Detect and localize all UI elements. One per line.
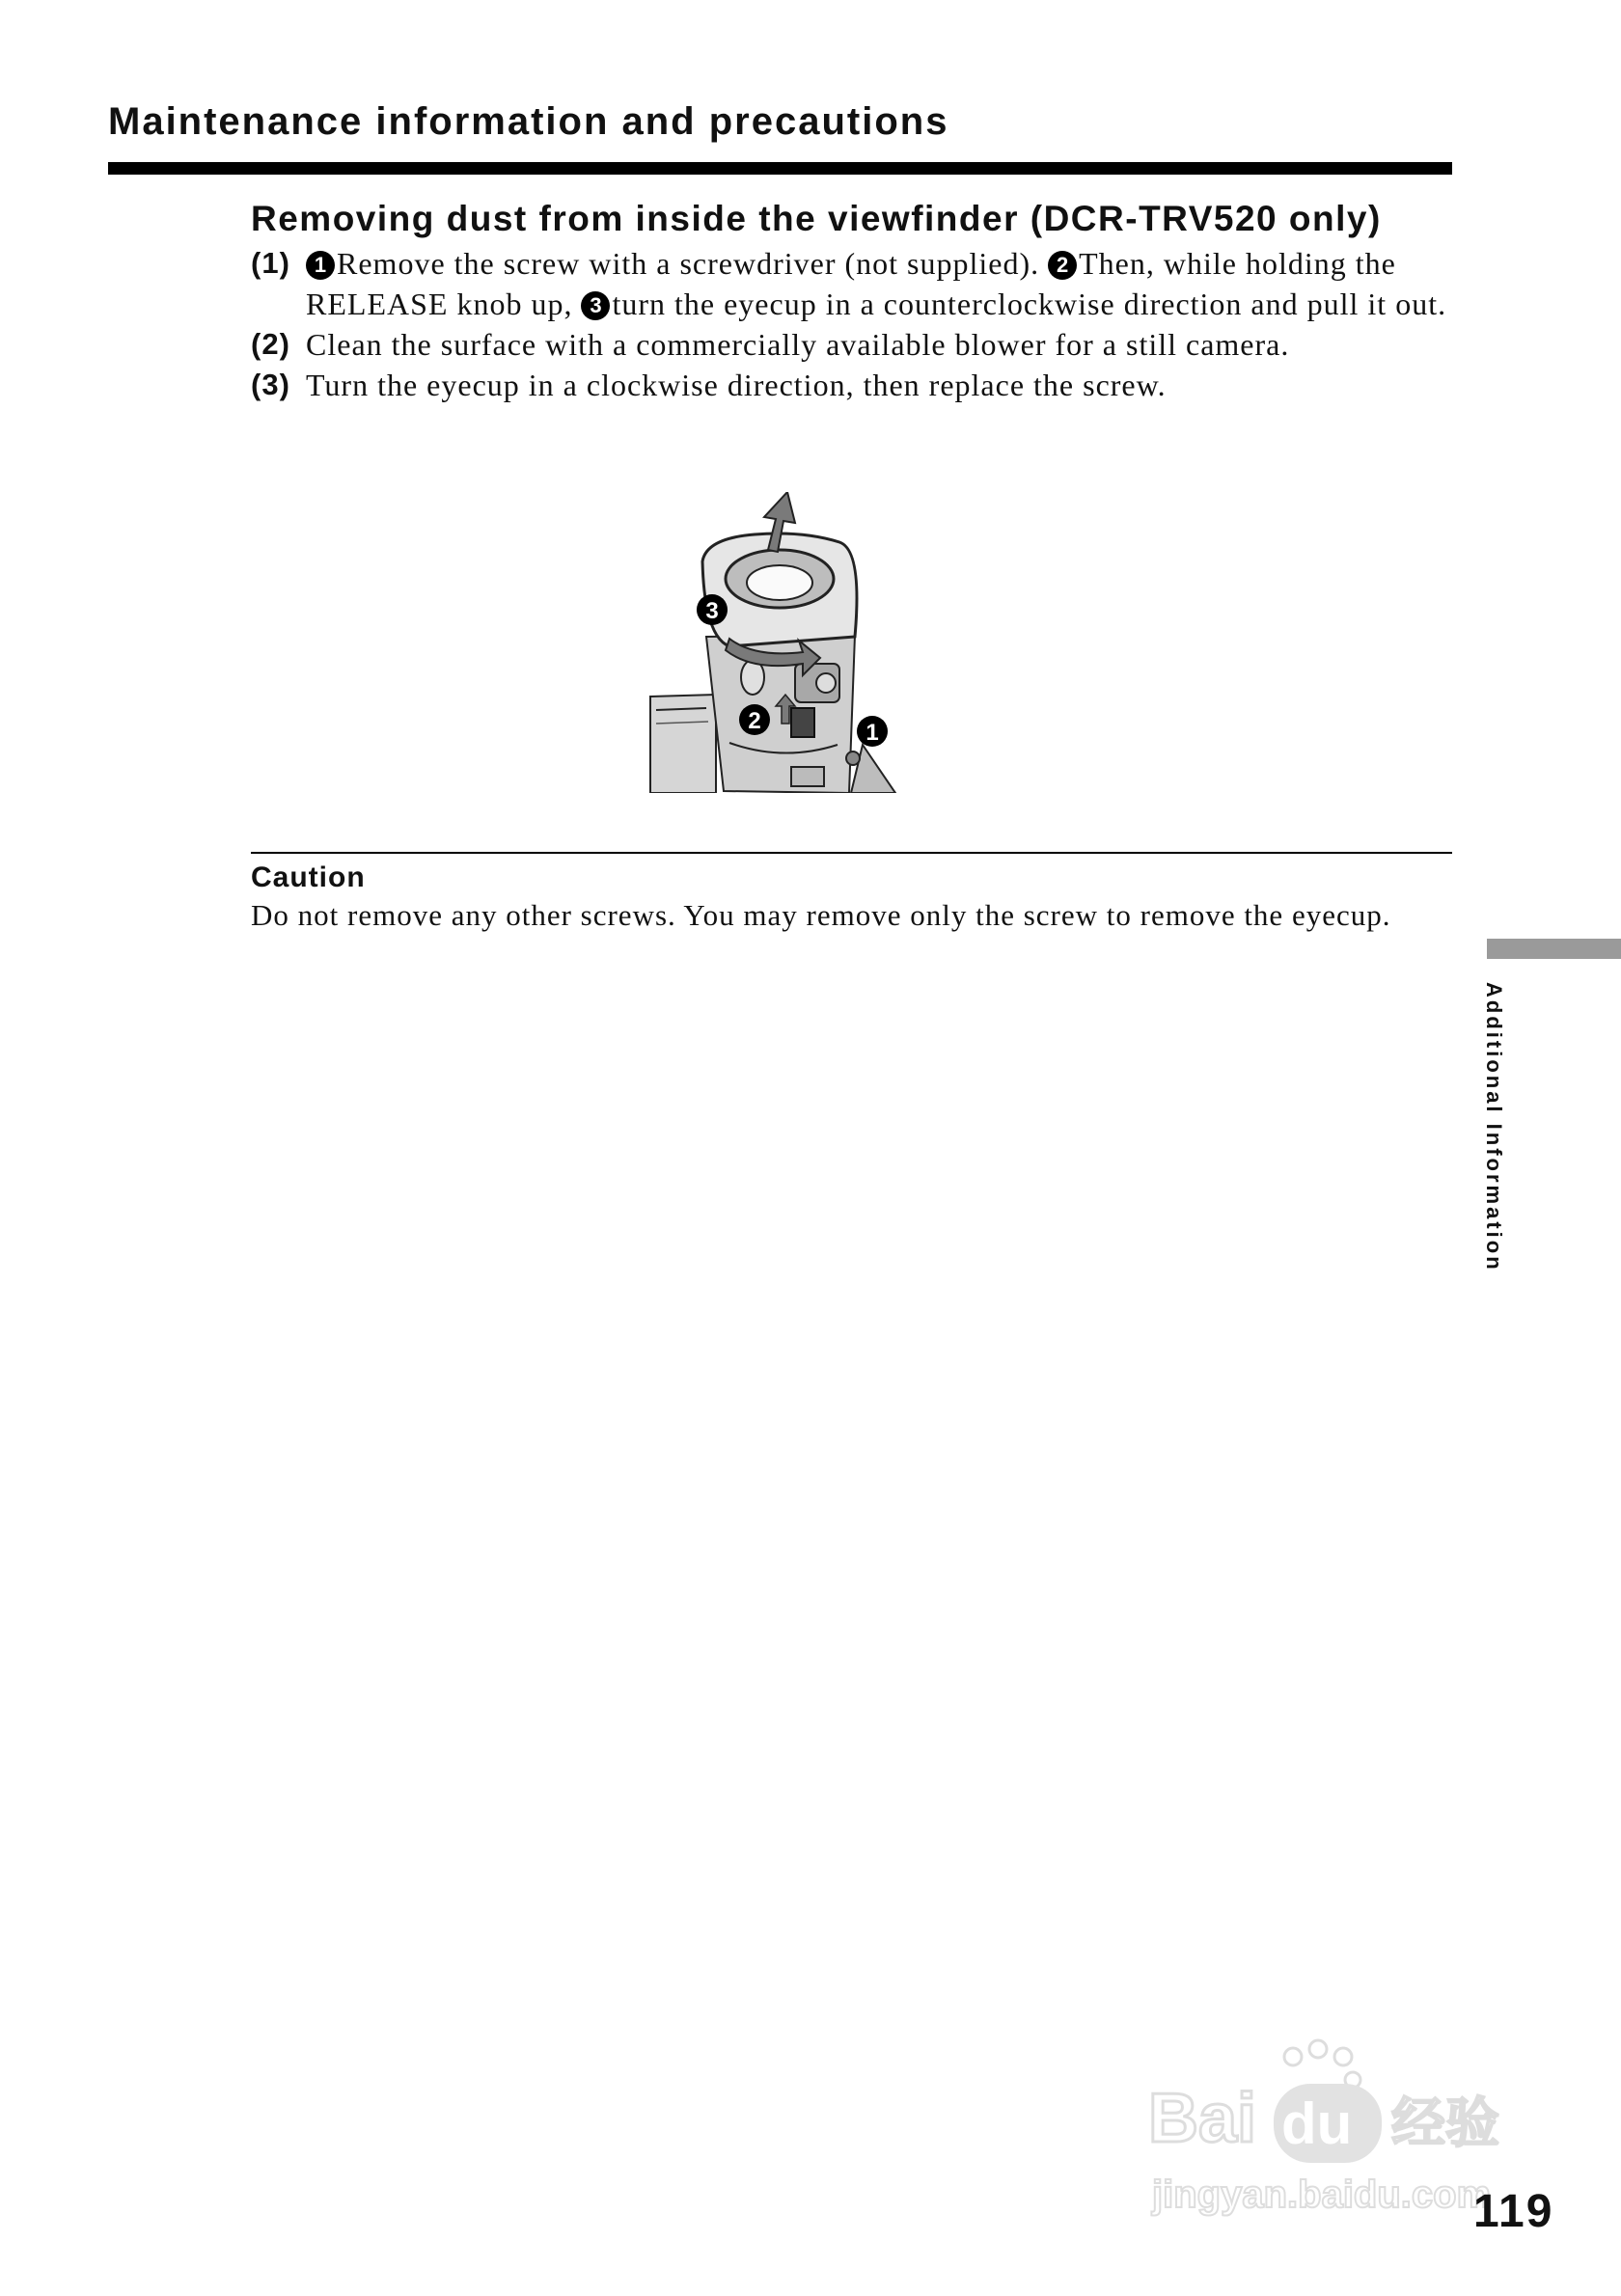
title-rule	[108, 162, 1452, 175]
circled-number-2-icon: 2	[1048, 251, 1077, 280]
section-heading: Removing dust from inside the viewfinder (DCR-TRV520 only)	[251, 199, 1382, 238]
circled-number-1-icon: 1	[306, 251, 335, 280]
step-number: (1)	[251, 246, 290, 280]
steps-list	[251, 243, 1467, 405]
watermark-cn: 经验	[1391, 2092, 1499, 2155]
watermark-url: jingyan.baidu.com	[1152, 2173, 1492, 2216]
step-3	[251, 365, 1467, 405]
step-text: Then, while holding the RELEASE knob up,	[306, 246, 1396, 321]
step-text: Remove the screw with a screwdriver (not supplied).	[337, 246, 1049, 281]
step-number: (3)	[251, 368, 290, 401]
watermark-brand: Bai	[1148, 2080, 1257, 2157]
callout-1-label: 1	[865, 720, 879, 746]
watermark-brand-suffix: du	[1281, 2091, 1353, 2156]
page-title: Maintenance information and precautions	[108, 100, 949, 143]
caution-title: Caution	[251, 861, 366, 893]
step-text: turn the eyecup in a counterclockwise direction and pull it out.	[612, 287, 1447, 321]
step-text: Clean the surface with a commercially available blower for a still camera.	[306, 327, 1290, 362]
circled-number-3-icon: 3	[581, 291, 610, 320]
step-1	[251, 243, 1467, 324]
baidu-watermark	[1139, 2036, 1525, 2228]
step-text: Turn the eyecup in a clockwise direction, then replace the screw.	[306, 368, 1167, 402]
page-number: 119	[1473, 2186, 1554, 2237]
section-tab-marker	[1487, 939, 1621, 959]
viewfinder-eyecup-illustration	[648, 492, 911, 793]
step-2	[251, 324, 1467, 365]
step-number: (2)	[251, 327, 290, 361]
section-tab-label: Additional Information	[1482, 982, 1506, 1272]
callout-2-label: 2	[748, 708, 761, 734]
callout-3-label: 3	[705, 598, 719, 624]
caution-divider	[251, 852, 1452, 854]
caution-text: Do not remove any other screws. You may remove only the screw to remove the eyecup.	[251, 898, 1391, 932]
